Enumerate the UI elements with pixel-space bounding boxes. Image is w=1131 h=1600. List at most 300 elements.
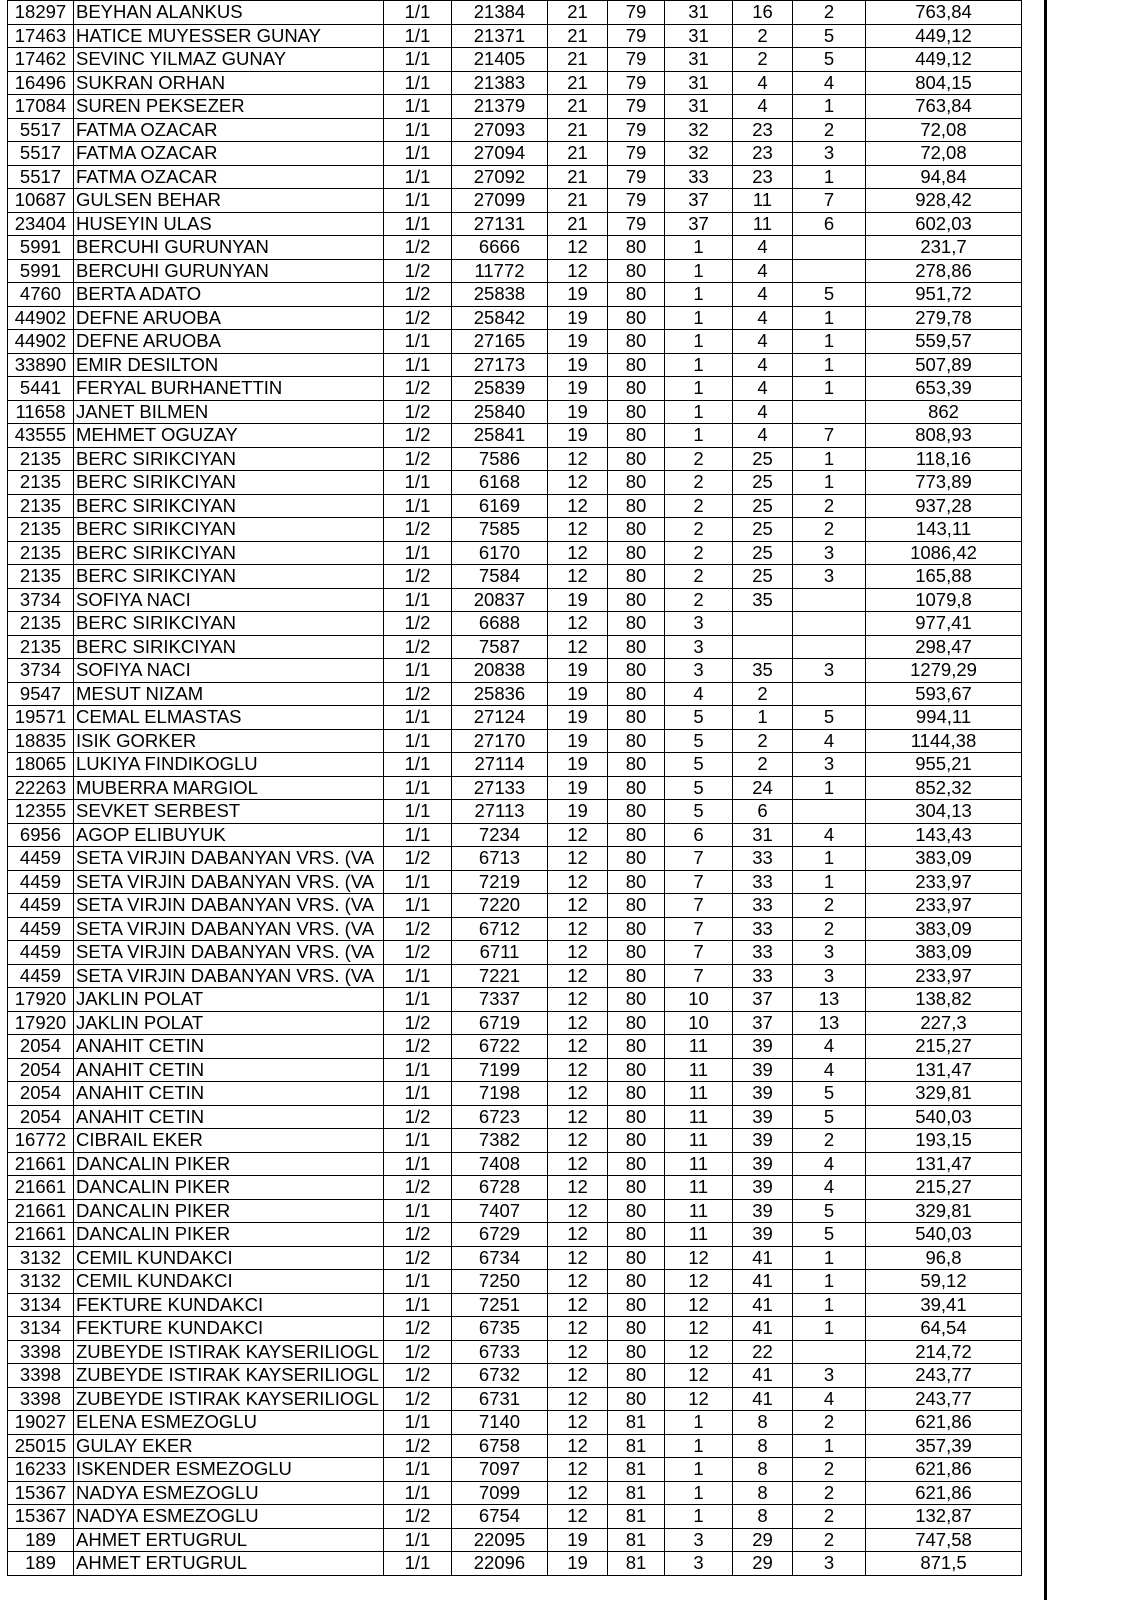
table-row [8,306,1022,330]
name-cell: JAKLIN POLAT [74,988,384,1012]
id-cell: 21661 [8,1152,74,1176]
table-row [8,988,1022,1012]
amount-cell: 383,09 [866,847,1022,871]
id-cell: 25015 [8,1434,74,1458]
parcel-cell: 7234 [452,823,548,847]
col7-cell: 39 [733,1035,793,1059]
col4-cell: 21 [548,1,608,25]
id-cell: 16772 [8,1129,74,1153]
table-row [8,1105,1022,1129]
amount-cell: 1279,29 [866,659,1022,683]
parcel-cell: 7221 [452,964,548,988]
amount-cell: 215,27 [866,1035,1022,1059]
col7-cell: 41 [733,1317,793,1341]
col8-cell [793,400,866,424]
name-cell: LUKIYA FINDIKOGLU [74,753,384,777]
col5-cell: 81 [608,1434,665,1458]
share-cell: 1/2 [384,635,452,659]
id-cell: 21661 [8,1176,74,1200]
amount-cell: 449,12 [866,48,1022,72]
col6-cell: 33 [665,165,733,189]
share-cell: 1/2 [384,941,452,965]
name-cell: SETA VIRJIN DABANYAN VRS. (VA [74,847,384,871]
col8-cell: 1 [793,1317,866,1341]
col8-cell: 3 [793,142,866,166]
amount-cell: 131,47 [866,1058,1022,1082]
col7-cell: 39 [733,1199,793,1223]
col8-cell: 3 [793,941,866,965]
col4-cell: 12 [548,1505,608,1529]
col6-cell: 3 [665,1528,733,1552]
amount-cell: 131,47 [866,1152,1022,1176]
name-cell: ISIK GORKER [74,729,384,753]
table-row [8,682,1022,706]
amount-cell: 64,54 [866,1317,1022,1341]
name-cell: FATMA OZACAR [74,142,384,166]
name-cell: ZUBEYDE ISTIRAK KAYSERILIOGL [74,1364,384,1388]
table-row [8,635,1022,659]
name-cell: ELENA ESMEZOGLU [74,1411,384,1435]
amount-cell: 165,88 [866,565,1022,589]
col8-cell: 1 [793,330,866,354]
parcel-cell: 6732 [452,1364,548,1388]
col7-cell: 33 [733,847,793,871]
share-cell: 1/1 [384,1458,452,1482]
table-row [8,1035,1022,1059]
name-cell: MESUT NIZAM [74,682,384,706]
name-cell: BERC SIRIKCIYAN [74,447,384,471]
col6-cell: 12 [665,1387,733,1411]
name-cell: FERYAL BURHANETTIN [74,377,384,401]
col6-cell: 11 [665,1058,733,1082]
table-row [8,1246,1022,1270]
col7-cell: 4 [733,353,793,377]
col4-cell: 19 [548,659,608,683]
col8-cell [793,1340,866,1364]
col5-cell: 80 [608,894,665,918]
col6-cell: 3 [665,1552,733,1576]
share-cell: 1/2 [384,377,452,401]
name-cell: BERTA ADATO [74,283,384,307]
col4-cell: 12 [548,1364,608,1388]
table-row [8,48,1022,72]
col8-cell: 1 [793,471,866,495]
name-cell: DANCALIN PIKER [74,1176,384,1200]
col8-cell: 1 [793,353,866,377]
share-cell: 1/2 [384,1387,452,1411]
name-cell: SUKRAN ORHAN [74,71,384,95]
col7-cell: 25 [733,471,793,495]
col8-cell: 5 [793,706,866,730]
share-cell: 1/2 [384,1011,452,1035]
id-cell: 3132 [8,1270,74,1294]
amount-cell: 72,08 [866,118,1022,142]
name-cell: CEMAL ELMASTAS [74,706,384,730]
col4-cell: 12 [548,1317,608,1341]
share-cell: 1/1 [384,588,452,612]
amount-cell: 383,09 [866,917,1022,941]
id-cell: 17463 [8,24,74,48]
table-row [8,894,1022,918]
col5-cell: 80 [608,400,665,424]
col7-cell: 4 [733,306,793,330]
table-row [8,377,1022,401]
col6-cell: 12 [665,1340,733,1364]
share-cell: 1/2 [384,1035,452,1059]
parcel-cell: 27114 [452,753,548,777]
col6-cell: 31 [665,1,733,25]
col7-cell: 2 [733,24,793,48]
col7-cell: 4 [733,259,793,283]
col5-cell: 80 [608,1129,665,1153]
col8-cell: 2 [793,1505,866,1529]
col8-cell: 3 [793,659,866,683]
id-cell: 2135 [8,541,74,565]
id-cell: 3734 [8,588,74,612]
col8-cell: 1 [793,1270,866,1294]
share-cell: 1/2 [384,565,452,589]
col5-cell: 80 [608,1270,665,1294]
col6-cell: 11 [665,1176,733,1200]
col6-cell: 31 [665,48,733,72]
col7-cell: 16 [733,1,793,25]
parcel-cell: 25836 [452,682,548,706]
share-cell: 1/2 [384,283,452,307]
share-cell: 1/1 [384,189,452,213]
col6-cell: 31 [665,95,733,119]
col4-cell: 12 [548,1199,608,1223]
share-cell: 1/1 [384,1,452,25]
col8-cell: 5 [793,1082,866,1106]
amount-cell: 951,72 [866,283,1022,307]
parcel-cell: 21371 [452,24,548,48]
col4-cell: 12 [548,964,608,988]
table-row [8,1552,1022,1576]
amount-cell: 621,86 [866,1458,1022,1482]
table-row [8,1129,1022,1153]
parcel-cell: 27092 [452,165,548,189]
col7-cell: 4 [733,95,793,119]
name-cell: DANCALIN PIKER [74,1152,384,1176]
share-cell: 1/1 [384,142,452,166]
col6-cell: 3 [665,659,733,683]
name-cell: BERC SIRIKCIYAN [74,635,384,659]
col7-cell: 4 [733,71,793,95]
id-cell: 3398 [8,1387,74,1411]
id-cell: 4459 [8,941,74,965]
amount-cell: 233,97 [866,894,1022,918]
table-row [8,800,1022,824]
amount-cell: 94,84 [866,165,1022,189]
id-cell: 16496 [8,71,74,95]
share-cell: 1/1 [384,48,452,72]
col8-cell: 5 [793,48,866,72]
col8-cell: 2 [793,494,866,518]
col6-cell: 11 [665,1105,733,1129]
name-cell: DANCALIN PIKER [74,1223,384,1247]
col8-cell: 2 [793,894,866,918]
id-cell: 9547 [8,682,74,706]
col6-cell: 1 [665,424,733,448]
share-cell: 1/2 [384,236,452,260]
col8-cell: 1 [793,1293,866,1317]
col5-cell: 80 [608,541,665,565]
share-cell: 1/2 [384,917,452,941]
table-row [8,330,1022,354]
col5-cell: 80 [608,353,665,377]
col4-cell: 12 [548,447,608,471]
name-cell: MUBERRA MARGIOL [74,776,384,800]
share-cell: 1/2 [384,447,452,471]
col6-cell: 3 [665,635,733,659]
share-cell: 1/2 [384,1317,452,1341]
parcel-cell: 7586 [452,447,548,471]
col8-cell: 3 [793,541,866,565]
col5-cell: 79 [608,71,665,95]
share-cell: 1/1 [384,165,452,189]
col7-cell: 25 [733,447,793,471]
parcel-cell: 27170 [452,729,548,753]
table-row [8,1011,1022,1035]
col7-cell: 37 [733,1011,793,1035]
col4-cell: 12 [548,259,608,283]
name-cell: BEYHAN ALANKUS [74,1,384,25]
col4-cell: 19 [548,377,608,401]
name-cell: BERC SIRIKCIYAN [74,565,384,589]
id-cell: 44902 [8,330,74,354]
col6-cell: 1 [665,353,733,377]
share-cell: 1/1 [384,24,452,48]
col4-cell: 19 [548,706,608,730]
id-cell: 18835 [8,729,74,753]
col6-cell: 2 [665,565,733,589]
col5-cell: 81 [608,1481,665,1505]
col8-cell [793,800,866,824]
table-row [8,1481,1022,1505]
col7-cell: 33 [733,941,793,965]
id-cell: 3134 [8,1317,74,1341]
col5-cell: 80 [608,1011,665,1035]
col5-cell: 80 [608,729,665,753]
col8-cell [793,682,866,706]
table-row [8,424,1022,448]
col7-cell: 23 [733,118,793,142]
share-cell: 1/1 [384,659,452,683]
parcel-cell: 6688 [452,612,548,636]
name-cell: ZUBEYDE ISTIRAK KAYSERILIOGL [74,1340,384,1364]
amount-cell: 449,12 [866,24,1022,48]
col6-cell: 2 [665,518,733,542]
share-cell: 1/2 [384,259,452,283]
id-cell: 4459 [8,964,74,988]
col8-cell: 1 [793,165,866,189]
table-row [8,1270,1022,1294]
col5-cell: 80 [608,1105,665,1129]
share-cell: 1/1 [384,1552,452,1576]
col6-cell: 12 [665,1364,733,1388]
parcel-cell: 27165 [452,330,548,354]
share-cell: 1/1 [384,1481,452,1505]
amount-cell: 298,47 [866,635,1022,659]
col6-cell: 37 [665,189,733,213]
amount-cell: 215,27 [866,1176,1022,1200]
name-cell: FEKTURE KUNDAKCI [74,1317,384,1341]
parcel-cell: 21379 [452,95,548,119]
amount-cell: 383,09 [866,941,1022,965]
col4-cell: 19 [548,800,608,824]
col7-cell: 6 [733,800,793,824]
name-cell: MEHMET OGUZAY [74,424,384,448]
name-cell: ANAHIT CETIN [74,1058,384,1082]
parcel-cell: 27094 [452,142,548,166]
amount-cell: 773,89 [866,471,1022,495]
col8-cell: 4 [793,729,866,753]
col7-cell: 33 [733,917,793,941]
col4-cell: 12 [548,1105,608,1129]
col7-cell: 2 [733,729,793,753]
parcel-cell: 6169 [452,494,548,518]
col7-cell: 39 [733,1105,793,1129]
col5-cell: 79 [608,142,665,166]
table-row [8,1152,1022,1176]
col4-cell: 19 [548,753,608,777]
col6-cell: 7 [665,894,733,918]
col4-cell: 12 [548,1152,608,1176]
parcel-cell: 6754 [452,1505,548,1529]
col7-cell: 11 [733,212,793,236]
col6-cell: 1 [665,1481,733,1505]
col6-cell: 1 [665,400,733,424]
parcel-cell: 7099 [452,1481,548,1505]
parcel-cell: 25841 [452,424,548,448]
table-row [8,1199,1022,1223]
table-row [8,212,1022,236]
amount-cell: 1144,38 [866,729,1022,753]
parcel-cell: 21384 [452,1,548,25]
name-cell: JAKLIN POLAT [74,1011,384,1035]
share-cell: 1/2 [384,1364,452,1388]
name-cell: FATMA OZACAR [74,165,384,189]
name-cell: BERC SIRIKCIYAN [74,518,384,542]
parcel-cell: 27093 [452,118,548,142]
id-cell: 5991 [8,236,74,260]
col6-cell: 7 [665,964,733,988]
share-cell: 1/1 [384,1082,452,1106]
col5-cell: 80 [608,706,665,730]
col6-cell: 5 [665,776,733,800]
table-row [8,400,1022,424]
col5-cell: 80 [608,682,665,706]
parcel-cell: 7220 [452,894,548,918]
col4-cell: 19 [548,400,608,424]
table-row [8,870,1022,894]
col7-cell: 23 [733,165,793,189]
parcel-cell: 6713 [452,847,548,871]
col7-cell: 41 [733,1270,793,1294]
col5-cell: 79 [608,95,665,119]
share-cell: 1/2 [384,1176,452,1200]
col4-cell: 12 [548,1058,608,1082]
parcel-cell: 7198 [452,1082,548,1106]
col5-cell: 80 [608,659,665,683]
col7-cell: 8 [733,1434,793,1458]
parcel-cell: 7407 [452,1199,548,1223]
amount-cell: 928,42 [866,189,1022,213]
col6-cell: 37 [665,212,733,236]
parcel-cell: 7408 [452,1152,548,1176]
share-cell: 1/2 [384,1434,452,1458]
amount-cell: 357,39 [866,1434,1022,1458]
table-row [8,941,1022,965]
share-cell: 1/1 [384,870,452,894]
share-cell: 1/1 [384,494,452,518]
col7-cell: 22 [733,1340,793,1364]
id-cell: 21661 [8,1199,74,1223]
col8-cell: 3 [793,964,866,988]
amount-cell: 602,03 [866,212,1022,236]
id-cell: 15367 [8,1481,74,1505]
name-cell: SETA VIRJIN DABANYAN VRS. (VA [74,964,384,988]
col7-cell: 31 [733,823,793,847]
table-row [8,259,1022,283]
col4-cell: 12 [548,1129,608,1153]
name-cell: SEVINC YILMAZ GUNAY [74,48,384,72]
id-cell: 189 [8,1552,74,1576]
id-cell: 4459 [8,870,74,894]
name-cell: BERC SIRIKCIYAN [74,471,384,495]
col5-cell: 80 [608,964,665,988]
col4-cell: 12 [548,1481,608,1505]
table-row [8,1434,1022,1458]
share-cell: 1/1 [384,1129,452,1153]
id-cell: 4459 [8,894,74,918]
col5-cell: 80 [608,1058,665,1082]
col5-cell: 80 [608,283,665,307]
parcel-cell: 6729 [452,1223,548,1247]
table-row [8,565,1022,589]
id-cell: 17920 [8,1011,74,1035]
col7-cell: 37 [733,988,793,1012]
col6-cell: 5 [665,706,733,730]
col7-cell: 41 [733,1364,793,1388]
col7-cell: 41 [733,1246,793,1270]
id-cell: 10687 [8,189,74,213]
parcel-cell: 6666 [452,236,548,260]
col7-cell: 39 [733,1058,793,1082]
col6-cell: 1 [665,330,733,354]
col5-cell: 80 [608,236,665,260]
id-cell: 2135 [8,447,74,471]
name-cell: BERC SIRIKCIYAN [74,494,384,518]
col7-cell: 35 [733,659,793,683]
col7-cell: 25 [733,518,793,542]
col4-cell: 12 [548,1411,608,1435]
table-row [8,659,1022,683]
col5-cell: 80 [608,494,665,518]
parcel-cell: 7219 [452,870,548,894]
parcel-cell: 6722 [452,1035,548,1059]
col5-cell: 80 [608,870,665,894]
col7-cell: 39 [733,1176,793,1200]
col5-cell: 81 [608,1458,665,1482]
parcel-cell: 27099 [452,189,548,213]
col6-cell: 7 [665,917,733,941]
col4-cell: 19 [548,729,608,753]
share-cell: 1/2 [384,847,452,871]
name-cell: BERC SIRIKCIYAN [74,612,384,636]
id-cell: 15367 [8,1505,74,1529]
share-cell: 1/1 [384,1293,452,1317]
